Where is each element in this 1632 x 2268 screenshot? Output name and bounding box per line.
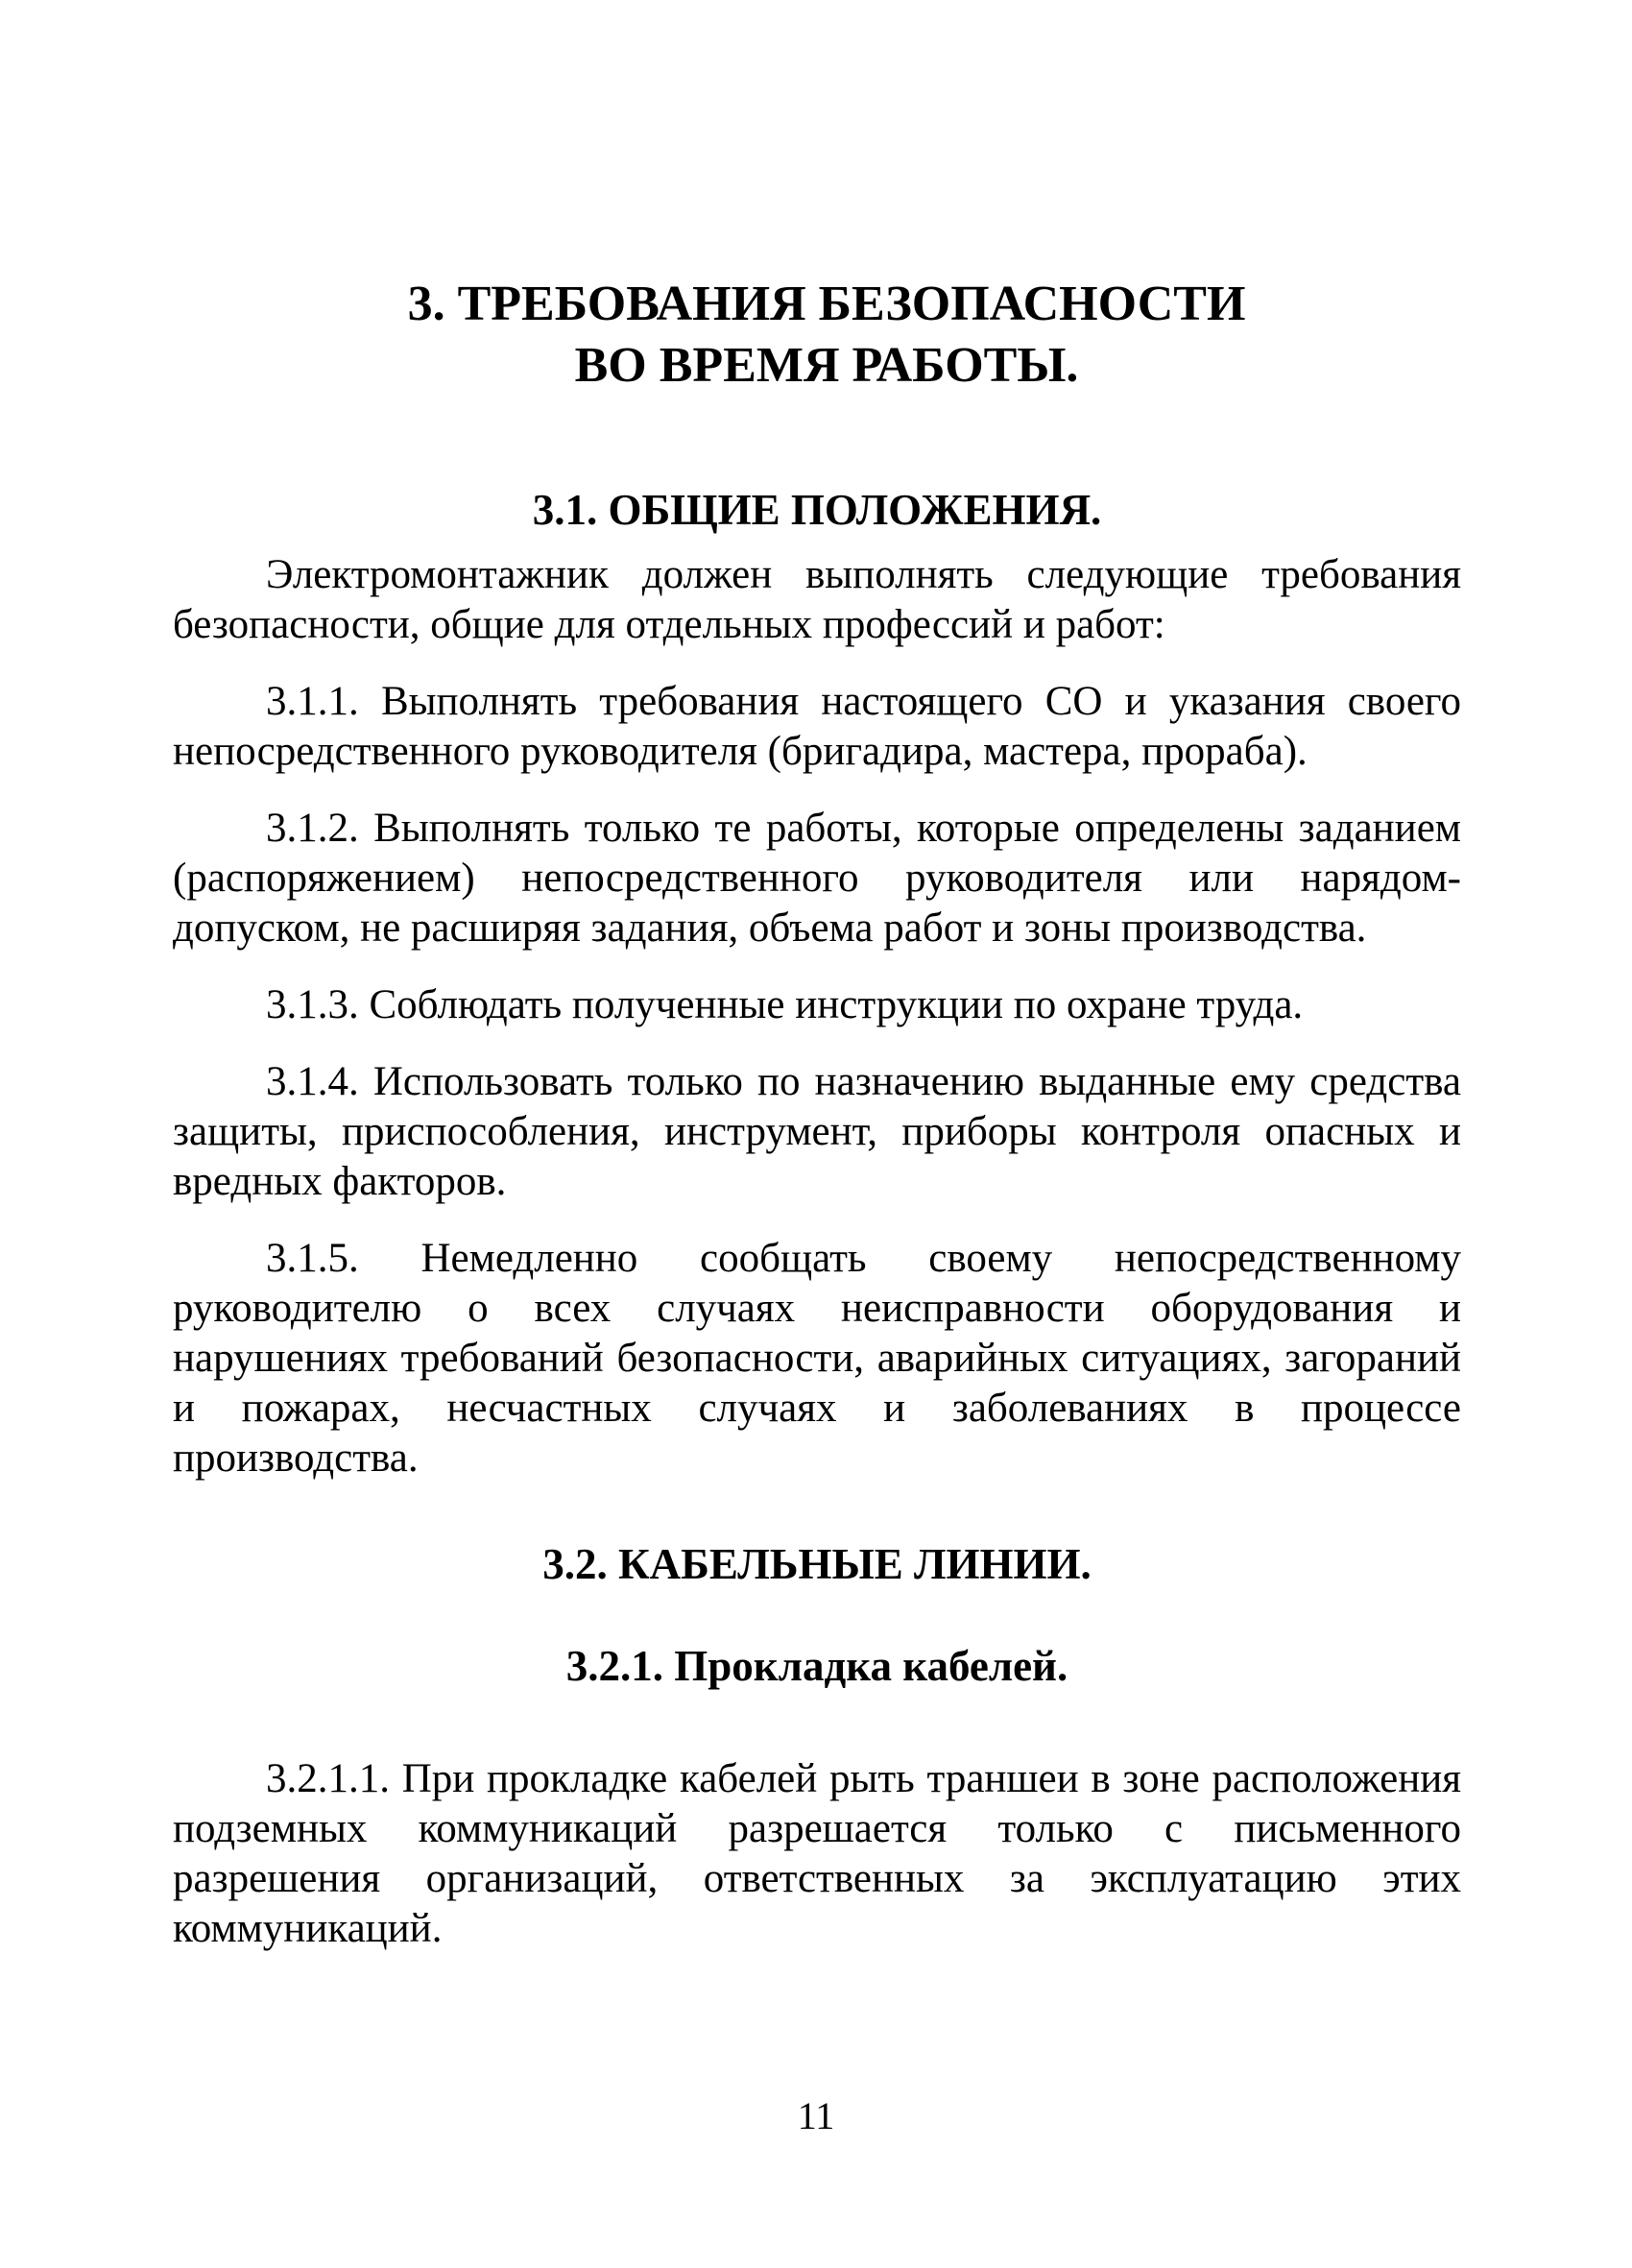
paragraph-3-1-5: 3.1.5. Немедленно сообщать своему непосредственному руководителю о всех случаях неисправности оборудования и нарушениях требований безопасности, аварийных ситуациях, загораний и пожарах, несчастных случаях и заболеваниях в процессе производства. [173,1236,1461,1481]
chapter-title [173,274,1461,397]
paragraph-3-1-2: 3.1.2. Выполнять только те работы, которые определены заданием (распоряжением) непосредственного руководителя или нарядом-допуском, не расширяя задания, объема работ и зоны производства. [173,806,1461,951]
paragraph-3-1-3: 3.1.3. Соблюдать полученные инструкции по охране труда. [266,982,1304,1027]
subsection-3-2-1-heading: 3.2.1. Прокладка кабелей. [565,1642,1068,1690]
paragraph-3-2-1-1: 3.2.1.1. При прокладке кабелей рыть траншеи в зоне расположения подземных коммуникаций разрешается только с письменного разрешения организаций, ответственных за эксплуатацию этих коммуникаций. [173,1756,1461,1951]
page-number: 11 [797,2094,835,2137]
section-3-1-intro: Электромонтажник должен выполнять следующие требования безопасности, общие для отдельных профессий и работ: [173,552,1461,647]
chapter-title-line-1: 3. ТРЕБОВАНИЯ БЕЗОПАСНОСТИ [407,277,1246,331]
paragraph-3-1-1: 3.1.1. Выполнять требования настоящего СО и указания своего непосредственного руководителя (бригадира, мастера, прораба). [173,679,1461,774]
page-content [173,274,1461,1981]
paragraph-3-1-4: 3.1.4. Использовать только по назначению выданные ему средства защиты, приспособления, инструмент, приборы контроля опасных и вредных факторов. [173,1059,1461,1204]
section-3-2-heading: 3.2. КАБЕЛЬНЫЕ ЛИНИИ. [542,1540,1092,1588]
section-3-1-heading: 3.1. ОБЩИЕ ПОЛОЖЕНИЯ. [532,486,1102,534]
chapter-title-line-2: ВО ВРЕМЯ РАБОТЫ. [574,338,1079,393]
